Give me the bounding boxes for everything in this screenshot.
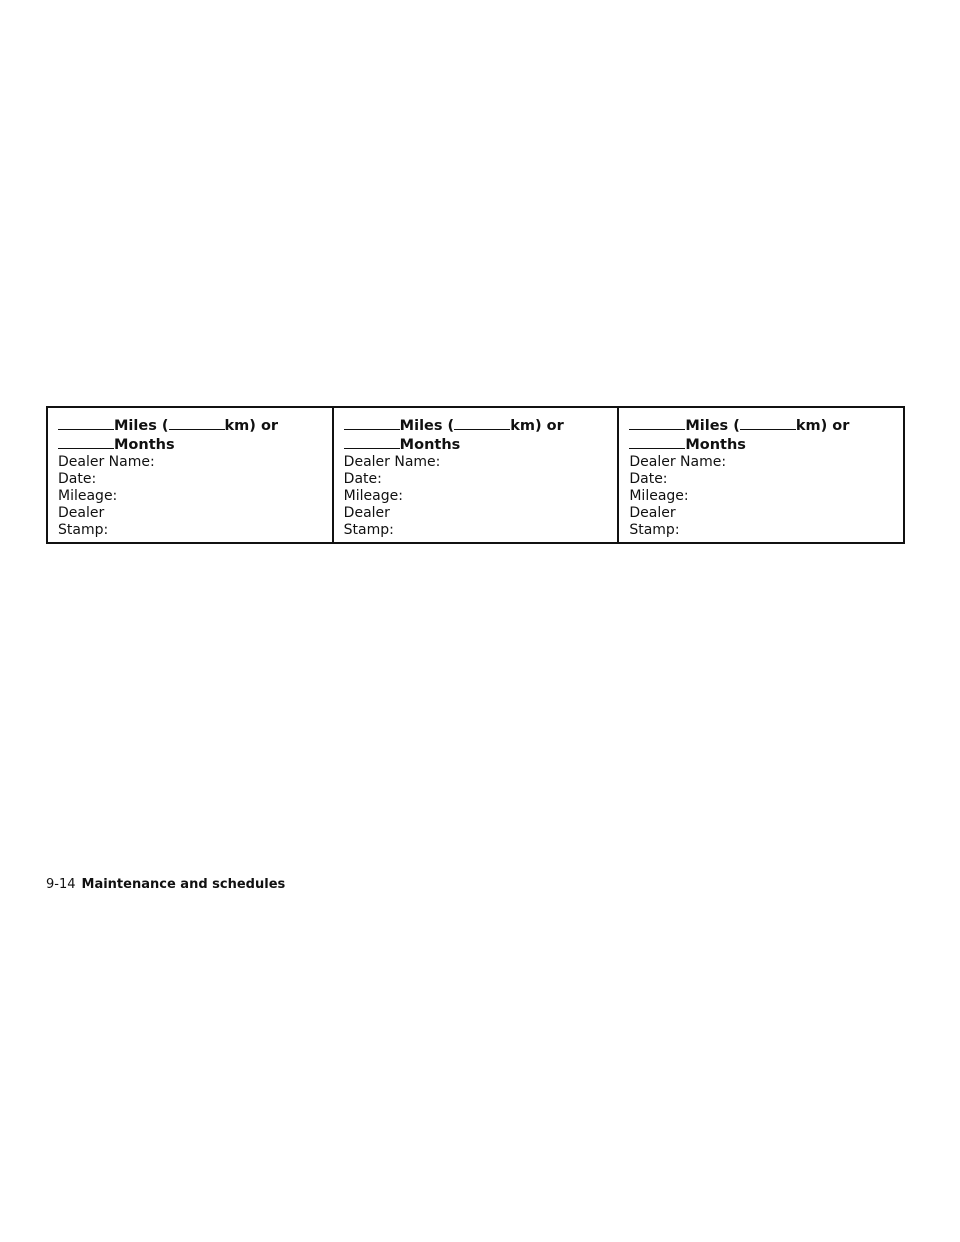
dealer-stamp-label: Dealer	[58, 505, 105, 521]
km-label: km) or	[510, 418, 564, 434]
months-line	[344, 435, 618, 454]
months-label: Months	[399, 437, 461, 453]
maintenance-record-cell	[334, 408, 620, 542]
mileage-label: Mileage:	[343, 488, 403, 504]
mileage-label: Mileage:	[58, 488, 118, 504]
months-blank	[629, 435, 685, 449]
months-line	[629, 435, 903, 454]
stamp-label: Stamp:	[629, 522, 680, 538]
dealer-name-label: Dealer Name:	[58, 454, 155, 470]
maintenance-record-table	[46, 406, 905, 544]
dealer-stamp-label: Dealer	[343, 505, 390, 521]
mileage-label: Mileage:	[629, 488, 689, 504]
miles-label: Miles (	[685, 418, 740, 434]
dealer-name-label: Dealer Name:	[343, 454, 441, 470]
maintenance-record-cell	[48, 408, 334, 542]
date-label: Date:	[343, 471, 382, 487]
dealer-name-label: Dealer Name:	[629, 454, 727, 470]
date-label: Date:	[58, 471, 97, 487]
months-blank	[344, 435, 400, 449]
stamp-label: Stamp:	[343, 522, 394, 538]
months-blank	[58, 435, 114, 449]
miles-blank	[344, 416, 400, 430]
km-label: km) or	[224, 418, 279, 434]
miles-blank	[58, 416, 114, 430]
km-blank	[740, 416, 796, 430]
months-label: Months	[114, 437, 175, 453]
months-label: Months	[685, 437, 746, 453]
months-line	[58, 435, 332, 454]
miles-blank	[629, 416, 685, 430]
km-label: km) or	[795, 418, 850, 434]
date-label: Date:	[629, 471, 668, 487]
dealer-stamp-label: Dealer	[629, 505, 676, 521]
interval-line	[344, 416, 618, 435]
page-footer	[46, 877, 285, 892]
interval-line	[58, 416, 332, 435]
miles-label: Miles (	[114, 418, 169, 434]
section-title: Maintenance and schedules	[81, 877, 286, 892]
km-blank	[169, 416, 225, 430]
stamp-label: Stamp:	[58, 522, 109, 538]
maintenance-record-cell	[619, 408, 903, 542]
interval-line	[629, 416, 903, 435]
km-blank	[454, 416, 510, 430]
miles-label: Miles (	[399, 418, 455, 434]
page-number: 9-14	[46, 877, 76, 892]
